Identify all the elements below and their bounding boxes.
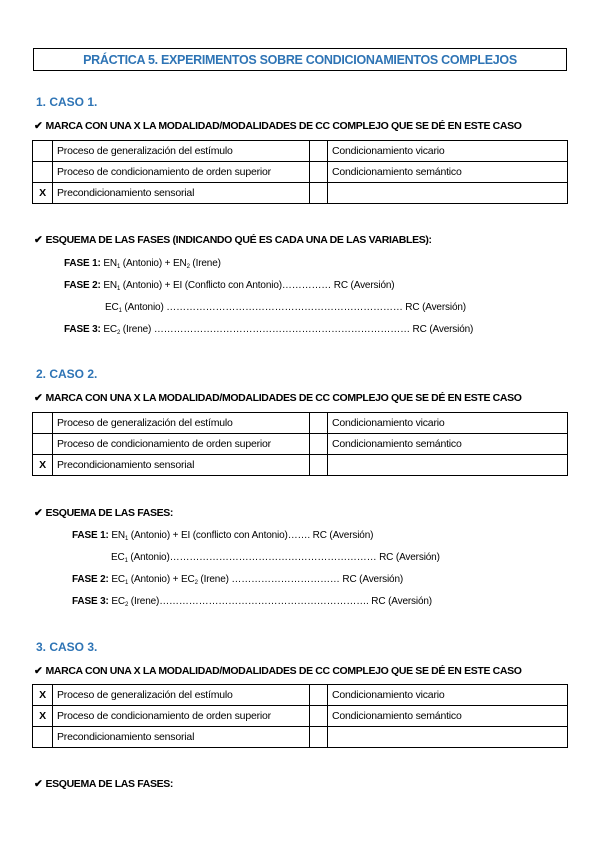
checkmark-icon: ✔	[34, 507, 43, 519]
case-2-phase-2: FASE 2: $EC_1$ (Antonio) + $EC_2$ (Irene) …………………………… RC (Aversión)	[72, 574, 404, 586]
mark-cell[interactable]	[310, 413, 328, 434]
option-label	[328, 183, 568, 204]
case-3-heading: 3. CASO 3.	[36, 640, 98, 654]
mark-cell[interactable]	[310, 455, 328, 476]
option-label: Condicionamiento vicario	[328, 141, 568, 162]
mark-cell[interactable]	[33, 141, 53, 162]
option-label: Proceso de condicionamiento de orden superior	[53, 162, 310, 183]
option-label: Proceso de condicionamiento de orden superior	[53, 706, 310, 727]
mark-cell[interactable]: X	[33, 706, 53, 727]
mark-cell[interactable]	[310, 434, 328, 455]
case-2-modality-table	[32, 412, 568, 476]
option-label: Condicionamiento semántico	[328, 434, 568, 455]
mark-cell[interactable]: X	[33, 685, 53, 706]
table-row	[33, 727, 568, 748]
mark-cell[interactable]	[33, 434, 53, 455]
mark-cell[interactable]	[310, 706, 328, 727]
schema-title-text: ESQUEMA DE LAS FASES:	[45, 507, 174, 519]
table-row	[33, 183, 568, 204]
checkmark-icon: ✔	[34, 778, 43, 790]
option-label: Proceso de generalización del estímulo	[53, 141, 310, 162]
mark-cell[interactable]: X	[33, 183, 53, 204]
mark-cell[interactable]	[310, 162, 328, 183]
mark-cell[interactable]	[310, 685, 328, 706]
option-label: Condicionamiento semántico	[328, 706, 568, 727]
mark-cell[interactable]	[33, 162, 53, 183]
case-1-phase-2: FASE 2: $EN_1$ (Antonio) + EI (Conflicto con Antonio)…………… RC (Aversión)	[64, 280, 395, 292]
table-row	[33, 434, 568, 455]
mark-cell[interactable]	[33, 727, 53, 748]
case-2-phase-1: FASE 1: $EN_1$ (Antonio) + EI (conflicto con Antonio)……. RC (Aversión)	[72, 530, 374, 542]
checkmark-icon: ✔	[34, 392, 43, 404]
option-label: Proceso de generalización del estímulo	[53, 685, 310, 706]
case-2-phase-1b: $EC_1$ (Antonio)……………………………………………………… RC (Aversión)	[111, 552, 440, 564]
table-row	[33, 162, 568, 183]
table-row	[33, 685, 568, 706]
case-2-schema-title	[34, 507, 173, 519]
option-label: Condicionamiento vicario	[328, 685, 568, 706]
table-row	[33, 455, 568, 476]
mark-cell[interactable]	[310, 141, 328, 162]
table-row	[33, 141, 568, 162]
instruction-text: MARCA CON UNA X LA MODALIDAD/MODALIDADES DE CC COMPLEJO QUE SE DÉ EN ESTE CASO	[45, 392, 522, 404]
option-label: Precondicionamiento sensorial	[53, 455, 310, 476]
case-1-instruction	[34, 120, 522, 132]
case-1-modality-table	[32, 140, 568, 204]
option-label: Condicionamiento semántico	[328, 162, 568, 183]
checkmark-icon: ✔	[34, 665, 43, 677]
option-label	[328, 455, 568, 476]
case-2-instruction	[34, 392, 522, 404]
case-1-heading: 1. CASO 1.	[36, 95, 98, 109]
case-3-instruction	[34, 665, 522, 677]
option-label: Proceso de condicionamiento de orden superior	[53, 434, 310, 455]
option-label: Condicionamiento vicario	[328, 413, 568, 434]
schema-title-text: ESQUEMA DE LAS FASES (INDICANDO QUÉ ES CADA UNA DE LAS VARIABLES):	[45, 234, 432, 246]
instruction-text: MARCA CON UNA X LA MODALIDAD/MODALIDADES DE CC COMPLEJO QUE SE DÉ EN ESTE CASO	[45, 665, 522, 677]
case-3-modality-table	[32, 684, 568, 748]
option-label	[328, 727, 568, 748]
case-3-schema-title	[34, 778, 173, 790]
checkmark-icon: ✔	[34, 120, 43, 132]
option-label: Precondicionamiento sensorial	[53, 727, 310, 748]
mark-cell[interactable]	[310, 183, 328, 204]
checkmark-icon: ✔	[34, 234, 43, 246]
mark-cell[interactable]: X	[33, 455, 53, 476]
schema-title-text: ESQUEMA DE LAS FASES:	[45, 778, 174, 790]
case-1-phase-1: FASE 1: $EN_1$ (Antonio) + $EN_2$ (Irene)	[64, 258, 221, 270]
mark-cell[interactable]	[33, 413, 53, 434]
instruction-text: MARCA CON UNA X LA MODALIDAD/MODALIDADES DE CC COMPLEJO QUE SE DÉ EN ESTE CASO	[45, 120, 522, 132]
case-1-phase-3: FASE 3: $EC_2$ (Irene) …………………………………………………………………… RC (Aversión)	[64, 324, 474, 336]
case-1-schema-title	[34, 234, 432, 246]
option-label: Precondicionamiento sensorial	[53, 183, 310, 204]
table-row	[33, 413, 568, 434]
table-row	[33, 706, 568, 727]
case-1-phase-2b: $EC_1$ (Antonio) ……………………………………………………………… RC (Aversión)	[105, 302, 466, 314]
case-2-heading: 2. CASO 2.	[36, 367, 98, 381]
page-title: PRÁCTICA 5. EXPERIMENTOS SOBRE CONDICIONAMIENTOS COMPLEJOS	[33, 48, 567, 71]
option-label: Proceso de generalización del estímulo	[53, 413, 310, 434]
mark-cell[interactable]	[310, 727, 328, 748]
case-2-phase-3: FASE 3: $EC_2$ (Irene)………………………………………………………. RC (Aversión)	[72, 596, 432, 608]
